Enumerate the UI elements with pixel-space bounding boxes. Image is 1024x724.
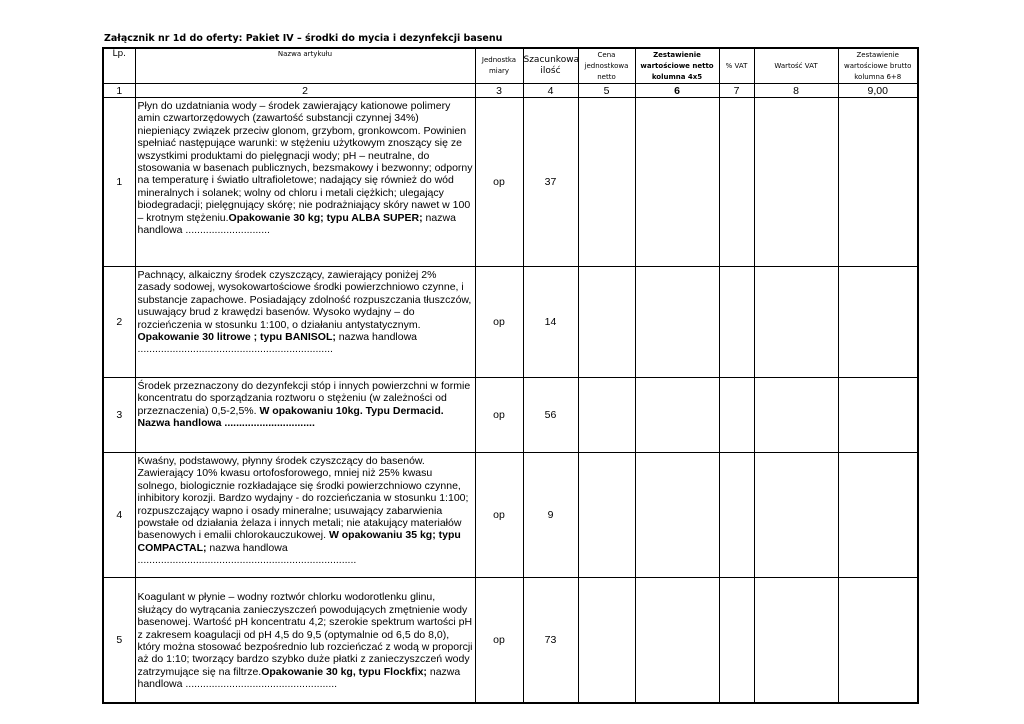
row-net-value-cell[interactable] bbox=[635, 453, 719, 578]
desc-bold: Opakowanie 30 kg, typu Flockfix; bbox=[261, 665, 427, 678]
row-unit: op bbox=[475, 578, 523, 704]
table-row bbox=[103, 578, 918, 704]
table-row bbox=[103, 378, 918, 453]
table-row bbox=[103, 98, 918, 267]
row-net-value-cell[interactable] bbox=[635, 98, 719, 267]
row-net-value-cell[interactable] bbox=[635, 267, 719, 378]
row-unit: op bbox=[475, 453, 523, 578]
row-net-value-cell[interactable] bbox=[635, 378, 719, 453]
header-wartosc-netto: Zestawienie wartościowe netto kolumna 4x5 bbox=[635, 48, 719, 84]
col-num-7: 7 bbox=[719, 84, 754, 98]
desc-text: Płyn do uzdatniania wody – środek zawierający kationowe polimery amin czwartorzędowych (zawartość substancji czynnej 34%) niepieniący związek przeciw glonom, grzybom, gronkowcom. Powinien spełniać następujące warunki: w stężeniu użytkowym znoszący się ze wszystkimi produktami do pielęgnacji wody; pH – neutralne, do stosowania w basenach publicznych, bezsmakowy i bezwonny; odporny na temperaturę i światło ultrafioletowe; nadający się również do wód mineralnych i solanek; wolny od chloru i metali ciężkich; ulegający biodegradacji; pielęgnujący skórę; nie podrażniający skóry nawet w 100 – krotnym stężeniu. bbox=[137, 100, 473, 224]
col-num-2: 2 bbox=[135, 84, 475, 98]
row-price-cell[interactable] bbox=[578, 267, 635, 378]
row-vat-value-cell[interactable] bbox=[754, 453, 838, 578]
desc-text: Koagulant w płynie – wodny roztwór chlorku wodorotlenku glinu, służący do wytrącania zanieczyszczeń powodujących zmętnienie wody basenowej. Wartość pH koncentratu 4,2; szerokie spektrum wartości pH z zakresem koagulacji od pH 4,5 do 9,5 (optymalnie od 6,5 do 8,0), który można stosować bezpośrednio lub rozcieńczać z wodą w proporcji aż do 1:10; tworzący bardzo szybko duże płatki z zanieczyszczeń wody zatrzymujące się na filtrze. bbox=[137, 591, 473, 678]
row-gross-value-cell[interactable] bbox=[838, 267, 918, 378]
row-lp: 1 bbox=[103, 98, 135, 267]
row-vat-value-cell[interactable] bbox=[754, 578, 838, 704]
desc-bold: Opakowanie 30 litrowe ; typu BANISOL; bbox=[137, 331, 336, 344]
header-cena: Cena jednostkowa netto bbox=[578, 48, 635, 84]
header-lp: Lp. bbox=[103, 48, 135, 84]
col-num-8: 8 bbox=[754, 84, 838, 98]
row-price-cell[interactable] bbox=[578, 378, 635, 453]
header-ilosc: Szacunkowa ilość bbox=[523, 48, 578, 84]
header-wartosc-brutto: Zestawienie wartościowe brutto kolumna 6+8 bbox=[838, 48, 918, 84]
row-price-cell[interactable] bbox=[578, 578, 635, 704]
row-qty: 9 bbox=[523, 453, 578, 578]
row-lp: 5 bbox=[103, 578, 135, 704]
column-number-row bbox=[103, 84, 918, 98]
row-vat-cell[interactable] bbox=[719, 98, 754, 267]
row-vat-value-cell[interactable] bbox=[754, 378, 838, 453]
header-row bbox=[103, 48, 918, 84]
row-unit: op bbox=[475, 378, 523, 453]
row-description bbox=[135, 267, 475, 378]
row-gross-value-cell[interactable] bbox=[838, 578, 918, 704]
header-vat: % VAT bbox=[719, 48, 754, 84]
row-price-cell[interactable] bbox=[578, 98, 635, 267]
row-unit: op bbox=[475, 267, 523, 378]
col-num-3: 3 bbox=[475, 84, 523, 98]
header-nazwa: Nazwa artykułu bbox=[135, 48, 475, 84]
desc-text: Pachnący, alkaiczny środek czyszczący, zawierający poniżej 2% zasady sodowej, wysokowartościowe środki powierzchniowo czynne, i substancje zapachowe. Posiadający zdolność rozpuszczania tłuszczów, usuwający brud z krawędzi basenów. Wysoko wydajny – do rozcieńczenia w stosunku 1:100, o działaniu antystatycznym. bbox=[137, 269, 472, 331]
row-gross-value-cell[interactable] bbox=[838, 453, 918, 578]
row-gross-value-cell[interactable] bbox=[838, 378, 918, 453]
col-num-4: 4 bbox=[523, 84, 578, 98]
desc-tail: nazwa handlowa ................................................................... bbox=[137, 331, 418, 356]
col-num-6: 6 bbox=[635, 84, 719, 98]
row-lp: 3 bbox=[103, 378, 135, 453]
row-qty: 37 bbox=[523, 98, 578, 267]
row-description bbox=[135, 578, 475, 704]
row-price-cell[interactable] bbox=[578, 453, 635, 578]
row-gross-value-cell[interactable] bbox=[838, 98, 918, 267]
row-lp: 4 bbox=[103, 453, 135, 578]
row-vat-value-cell[interactable] bbox=[754, 98, 838, 267]
desc-tail: nazwa handlowa ............................. bbox=[137, 211, 456, 237]
table-row bbox=[103, 267, 918, 378]
row-net-value-cell[interactable] bbox=[635, 578, 719, 704]
row-vat-cell[interactable] bbox=[719, 453, 754, 578]
desc-text: Kwaśny, podstawowy, płynny środek czyszczący do basenów. Zawierający 10% kwasu ortofosforowego, mniej niż 25% kwasu solnego, biologicznie rozkładające się środki powierzchniowo czynne, inhibitory korozji. Bardzo wydajny - do rozcieńczania w stosunku 1:100; rozpuszczający wapno i osady mineralne; usuwający zabarwienia powstałe od działania żelaza i innych metali; nie atakujący materiałów basenowych i emalii chlorokauczukowej. bbox=[137, 455, 469, 542]
row-qty: 73 bbox=[523, 578, 578, 704]
row-qty: 14 bbox=[523, 267, 578, 378]
col-num-1: 1 bbox=[103, 84, 135, 98]
table-row bbox=[103, 453, 918, 578]
desc-tail: nazwa handlowa .................................................... bbox=[137, 665, 461, 691]
desc-tail: nazwa handlowa ........................................................................... bbox=[137, 541, 357, 567]
row-description bbox=[135, 378, 475, 453]
desc-bold: W opakowaniu 35 kg; typu COMPACTAL; bbox=[137, 529, 461, 554]
col-num-5: 5 bbox=[578, 84, 635, 98]
row-lp: 2 bbox=[103, 267, 135, 378]
row-description bbox=[135, 98, 475, 267]
row-vat-value-cell[interactable] bbox=[754, 267, 838, 378]
document-title: Załącznik nr 1d do oferty: Pakiet IV – środki do mycia i dezynfekcji basenu bbox=[104, 33, 503, 44]
desc-bold: W opakowaniu 10kg. Typu Dermacid. Nazwa handlowa ............................... bbox=[137, 404, 444, 430]
row-qty: 56 bbox=[523, 378, 578, 453]
row-vat-cell[interactable] bbox=[719, 578, 754, 704]
row-description bbox=[135, 453, 475, 578]
desc-bold: Opakowanie 30 kg; typu ALBA SUPER; bbox=[228, 211, 423, 224]
desc-text: Środek przeznaczony do dezynfekcji stóp i innych powierzchni w formie koncentratu do sporządzania roztworu o stężeniu (w zależności od przeznaczenia) 0,5-2,5%. bbox=[137, 380, 471, 417]
header-jednostka: Jednostka miary bbox=[475, 48, 523, 84]
row-unit: op bbox=[475, 98, 523, 267]
row-vat-cell[interactable] bbox=[719, 267, 754, 378]
row-vat-cell[interactable] bbox=[719, 378, 754, 453]
header-wartosc-vat: Wartość VAT bbox=[754, 48, 838, 84]
offer-table bbox=[102, 47, 919, 704]
col-num-9: 9,00 bbox=[838, 84, 918, 98]
